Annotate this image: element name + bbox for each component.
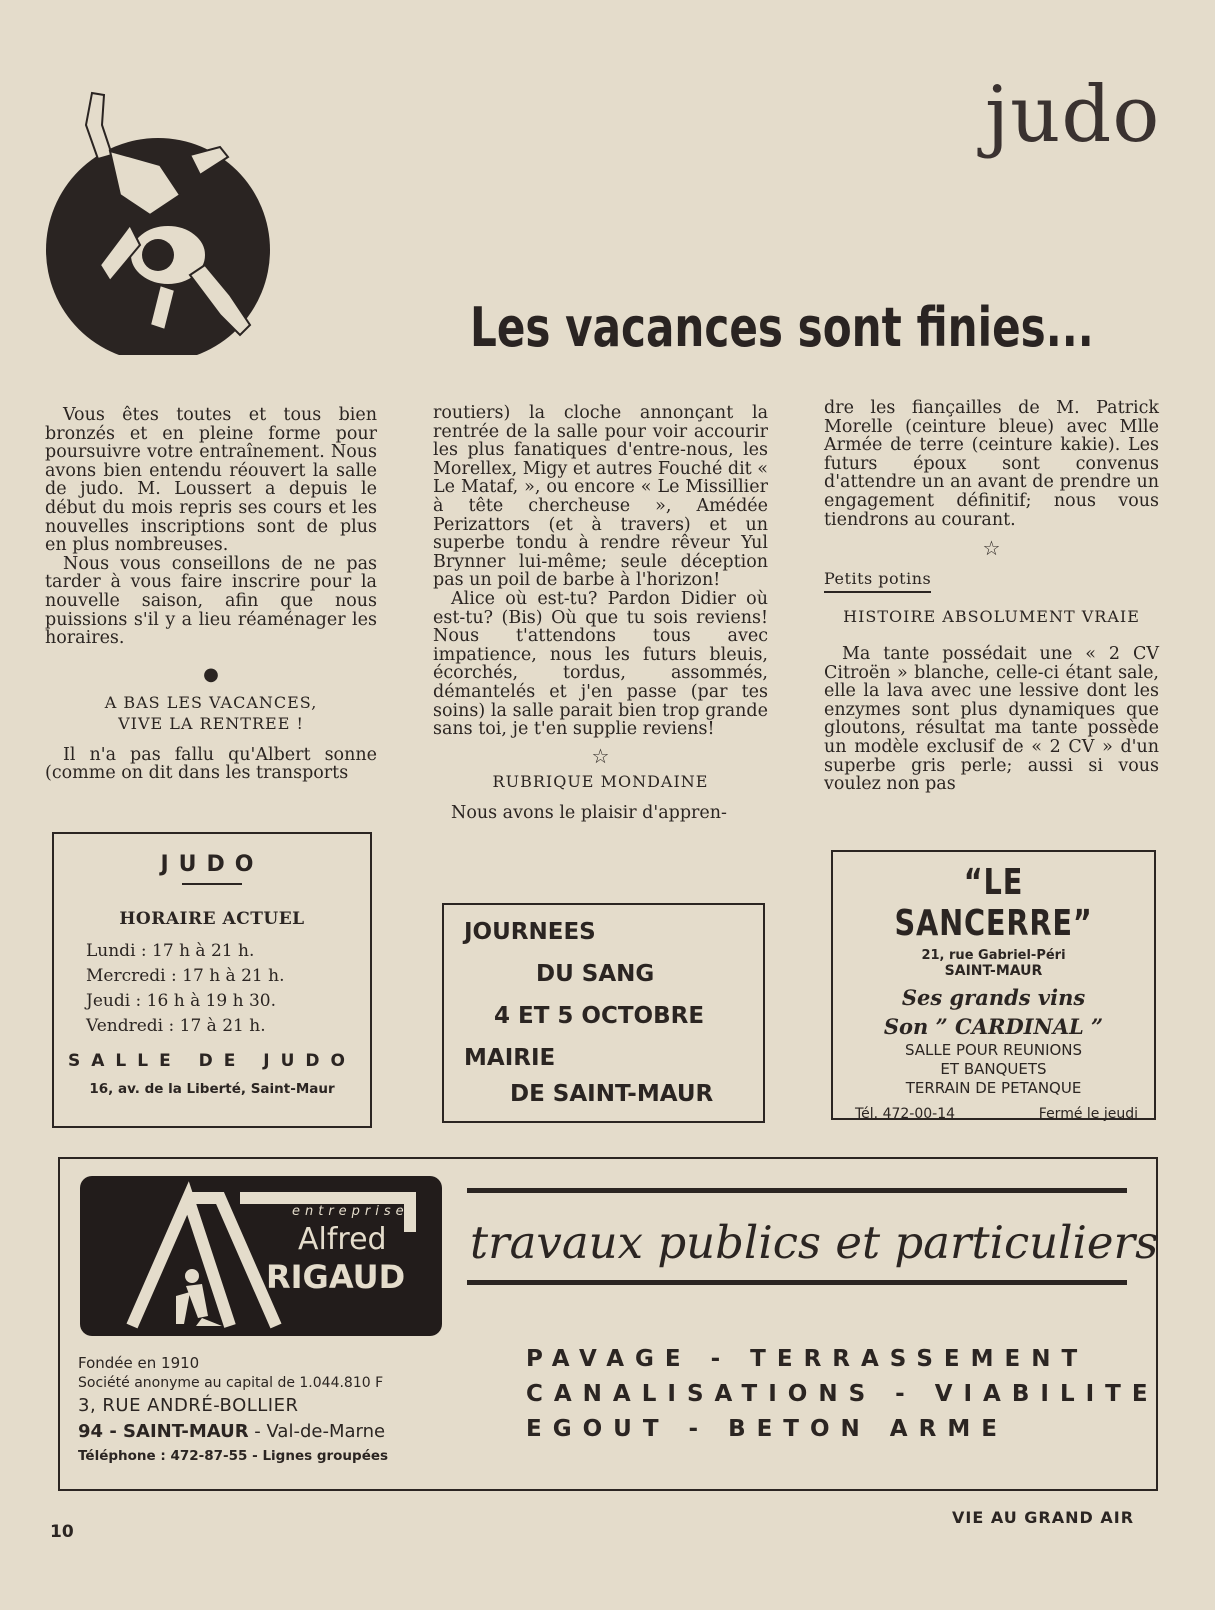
headline: Les vacances sont finies... bbox=[470, 296, 1094, 359]
salle-address: 16, av. de la Liberté, Saint-Maur bbox=[89, 1081, 335, 1097]
schedule-row: Jeudi : 16 h à 19 h 30. bbox=[86, 991, 277, 1011]
blood-drive-line-2: DU SANG bbox=[536, 961, 655, 987]
page-number: 10 bbox=[50, 1522, 74, 1542]
blood-drive-line-1: JOURNEES bbox=[464, 919, 596, 945]
title-underline bbox=[182, 883, 242, 885]
col1-paragraph-1: Vous êtes toutes et tous bien bronzés et en pleine forme pour poursuivre votre entraînement. Nous avons bien entendu réouvert la salle de judo. M. Loussert a depuis le début du mois repris ses cours et les nouvelles inscriptions sont de plus en plus nombreuses. bbox=[45, 405, 377, 556]
rubric-heading: RUBRIQUE MONDAINE bbox=[492, 772, 709, 792]
sancerre-cardinal: Son ” CARDINAL ” bbox=[883, 1014, 1104, 1039]
rigaud-info bbox=[78, 1353, 458, 1467]
rigaud-street: 3, RUE ANDRÉ-BOLLIER bbox=[78, 1395, 299, 1416]
subheading-line-2: VIVE LA RENTREE ! bbox=[118, 713, 304, 733]
blood-drive-box bbox=[442, 903, 765, 1123]
services-line-1: PAVAGE - TERRASSEMENT bbox=[526, 1346, 1089, 1372]
judo-box-title: JUDO bbox=[160, 852, 264, 877]
article-column-2 bbox=[433, 404, 768, 822]
col3-paragraph-2: Ma tante possédait une « 2 CV Citroën » blanche, celle-ci étant sale, elle la lava avec une lessive dont les enzymes sont plus dynamiques que gloutons, résultat ma tante possède un modèle exclusif de « 2 CV » d'un superbe gris perle; aussi si vous voulez non pas bbox=[824, 643, 1159, 795]
article-column-1 bbox=[45, 406, 377, 783]
services-line-3: EGOUT - BETON ARME bbox=[526, 1416, 1008, 1442]
schedule-row: Lundi : 17 h à 21 h. bbox=[86, 941, 255, 961]
bullet-separator: ● bbox=[203, 663, 219, 685]
sancerre-address: 21, rue Gabriel-Péri bbox=[921, 948, 1066, 963]
sancerre-service-1: SALLE POUR REUNIONS bbox=[904, 1041, 1083, 1059]
sancerre-closed: Fermé le jeudi bbox=[1038, 1106, 1138, 1122]
services-line-2: CANALISATIONS - VIABILITE bbox=[526, 1381, 1159, 1407]
judo-box-subtitle: HORAIRE ACTUEL bbox=[119, 909, 305, 929]
sancerre-wines: Ses grands vins bbox=[901, 985, 1086, 1010]
rigaud-phone: Téléphone : 472-87-55 - Lignes groupées bbox=[78, 1448, 389, 1464]
petits-potins-heading: Petits potins bbox=[824, 570, 1159, 589]
sancerre-city: SAINT-MAUR bbox=[944, 963, 1043, 979]
col2-paragraph-2: Alice où est-tu? Pardon Didier où est-tu? (Bis) Où que tu sois reviens! Nous t'attendons tous avec impatience, nous les futurs bleuis, écorchés, tordus, assommés, démantelés et j'en passe (par tes soins) la salle parait bien trop grande sans toi, je t'en supplie reviens! bbox=[433, 588, 768, 740]
col2-paragraph-3: Nous avons le plaisir d'appren- bbox=[451, 802, 727, 823]
rigaud-city: 94 - SAINT-MAUR - Val-de-Marne bbox=[78, 1421, 386, 1442]
magazine-name: VIE AU GRAND AIR bbox=[952, 1508, 1135, 1527]
sancerre-phone: Tél. 472-00-14 bbox=[855, 1106, 956, 1122]
col1-paragraph-2: Nous vous conseillons de ne pas tarder à vous faire inscrire pour la nouvelle saison, afin que nous puissions s'il y a lieu réaménager les horaires. bbox=[45, 553, 377, 649]
schedule-row: Vendredi : 17 à 21 h. bbox=[86, 1016, 266, 1036]
sancerre-service-2: ET BANQUETS bbox=[940, 1060, 1047, 1078]
star-separator: ☆ bbox=[591, 743, 610, 768]
tagline-rule-top bbox=[467, 1188, 1127, 1193]
subheading-line-1: A BAS LES VACANCES, bbox=[104, 693, 318, 713]
logo-alfred: Alfred bbox=[298, 1222, 387, 1257]
rigaud-services bbox=[526, 1342, 1159, 1447]
logo-rigaud: RIGAUD bbox=[266, 1258, 406, 1296]
article-column-3 bbox=[824, 399, 1159, 794]
rigaud-founded: Fondée en 1910 bbox=[78, 1354, 200, 1372]
sancerre-contact-row bbox=[833, 1098, 1154, 1122]
rigaud-logo bbox=[80, 1176, 442, 1336]
judo-schedule-box bbox=[52, 832, 372, 1128]
tagline-rule-bottom bbox=[467, 1280, 1127, 1285]
col3-paragraph-1: dre les fiançailles de M. Patrick Morelle (ceinture bleue) avec Mlle Armée de terre (ceinture kakie). Les futurs époux sont convenus d'attendre un an avant de prendre un engagement définitif; nous vous tiendrons au courant. bbox=[824, 398, 1159, 530]
salle-label: SALLE DE JUDO bbox=[68, 1051, 356, 1071]
schedule-row: Mercredi : 17 h à 21 h. bbox=[86, 966, 285, 986]
col2-paragraph-1: routiers) la cloche annonçant la rentrée de la salle pour voir accourir les plus fanatiques d'entre-nous, les Morellex, Migy et autres Fouché dit « Le Mataf, », ou encore « Le Missillier à tête chercheuse », Amédée Perizattors (et à travers) et un superbe tondu à rendre rêveur Yul Brynner lui-même; seule déception pas un poil de barbe à l'horizon! bbox=[433, 403, 768, 591]
rigaud-tagline: travaux publics et particuliers bbox=[470, 1216, 1159, 1269]
blood-drive-line-5: DE SAINT-MAUR bbox=[510, 1081, 714, 1107]
logo-entreprise: entreprise bbox=[292, 1204, 409, 1219]
sancerre-ad-box bbox=[831, 850, 1156, 1120]
sancerre-name: “LE SANCERRE” bbox=[894, 862, 1093, 944]
col1-paragraph-3: Il n'a pas fallu qu'Albert sonne (comme on dit dans les transports bbox=[45, 744, 377, 784]
sancerre-service-3: TERRAIN DE PETANQUE bbox=[905, 1079, 1082, 1097]
rigaud-logo-mark bbox=[80, 1176, 442, 1336]
star-separator: ☆ bbox=[982, 536, 1001, 561]
rigaud-society: Société anonyme au capital de 1.044.810 F bbox=[78, 1375, 384, 1391]
histoire-heading: HISTOIRE ABSOLUMENT VRAIE bbox=[843, 607, 1140, 627]
judo-throw-illustration bbox=[40, 85, 270, 355]
blood-drive-line-4: MAIRIE bbox=[464, 1045, 556, 1071]
section-title: judo bbox=[985, 70, 1161, 160]
blood-drive-line-3: 4 ET 5 OCTOBRE bbox=[494, 1003, 705, 1029]
